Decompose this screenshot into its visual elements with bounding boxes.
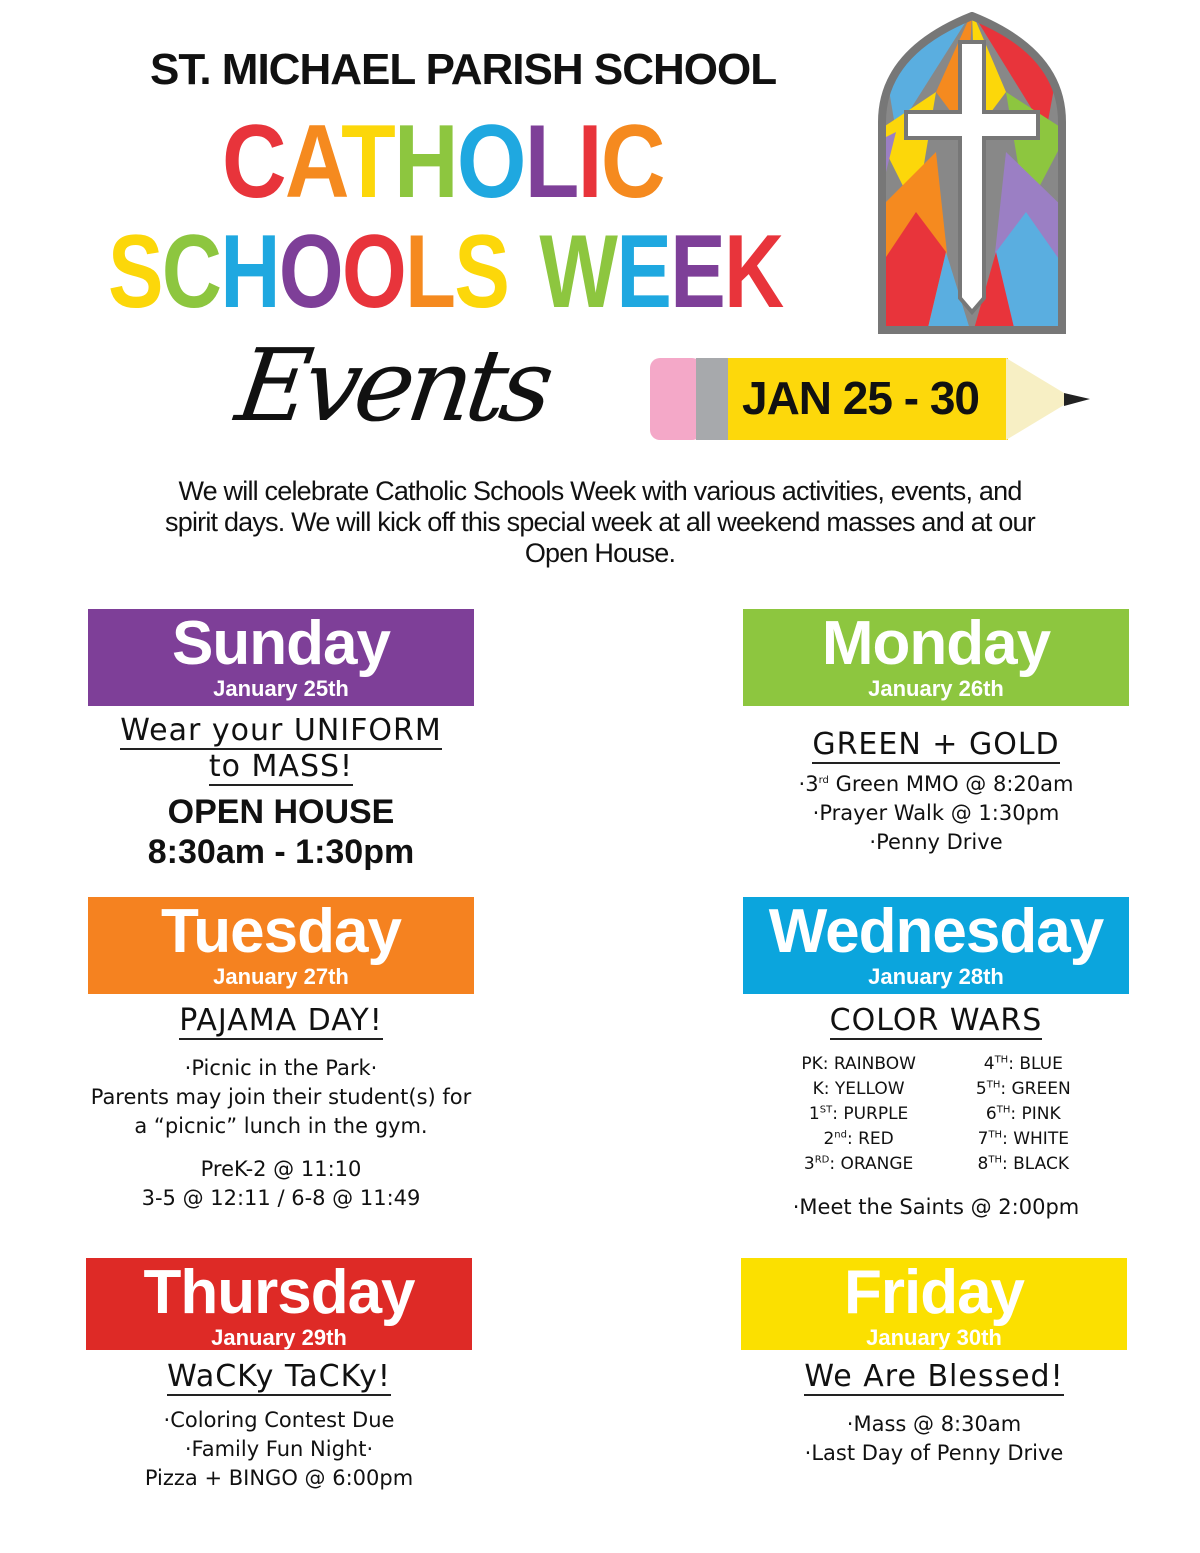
day-name: Wednesday	[768, 897, 1104, 966]
color-wars-row	[801, 1127, 916, 1152]
title-letter: H	[394, 104, 457, 220]
sunday-header	[88, 609, 474, 706]
title-letter: T	[341, 104, 395, 220]
color-wars-text: ST	[819, 1104, 833, 1116]
tuesday-title: PAJAMA DAY!	[179, 1003, 383, 1038]
color-wars-text: 1	[808, 1104, 820, 1124]
color-wars-text: : BLACK	[1002, 1154, 1070, 1174]
color-wars-row	[976, 1052, 1071, 1077]
title-letter: L	[405, 214, 455, 330]
tuesday-line-1: ·Picnic in the Park·	[184, 1056, 378, 1080]
title-letter: C	[161, 214, 221, 330]
wednesday-title: COLOR WARS	[829, 1003, 1043, 1038]
color-wars-text: : RED	[846, 1129, 894, 1149]
title-letter: L	[524, 104, 578, 220]
t: Green MMO @ 8:20am	[828, 772, 1074, 796]
color-wars-text: : YELLOW	[823, 1079, 905, 1099]
title-letter: S	[108, 214, 162, 330]
wednesday-header	[743, 897, 1129, 994]
color-wars-text: : RAINBOW	[822, 1054, 916, 1074]
color-wars-text: 3	[803, 1154, 815, 1174]
monday-title: GREEN + GOLD	[812, 727, 1060, 762]
day-date: January 28th	[868, 964, 1004, 989]
day-name: Sunday	[172, 609, 390, 678]
monday-line-3: ·Penny Drive	[869, 830, 1003, 854]
title-letter: O	[456, 104, 525, 220]
title-letter	[513, 214, 535, 330]
title-letter: K	[724, 214, 783, 330]
color-wars-row	[801, 1152, 916, 1177]
color-wars-row	[976, 1102, 1071, 1127]
color-wars-text: TH	[994, 1054, 1009, 1066]
tuesday-line-5: 3-5 @ 12:11 / 6-8 @ 11:49	[141, 1186, 421, 1210]
sunday-title-2: to MASS!	[208, 749, 354, 784]
color-wars-grid	[726, 1052, 1146, 1177]
color-wars-text: 2	[823, 1129, 835, 1149]
title-letter: H	[220, 214, 279, 330]
open-house-time: 8:30am - 1:30pm	[147, 833, 415, 871]
title-line-2	[108, 214, 783, 330]
color-wars-text: : PURPLE	[832, 1104, 909, 1124]
wednesday-line-1: ·Meet the Saints @ 2:00pm	[792, 1195, 1080, 1219]
monday-line-2: ·Prayer Walk @ 1:30pm	[812, 801, 1060, 825]
color-wars-text: : BLUE	[1008, 1054, 1063, 1074]
color-wars-row	[801, 1077, 916, 1102]
title-letter: I	[577, 104, 601, 220]
color-wars-row	[976, 1127, 1071, 1152]
color-wars-text: TH	[988, 1154, 1003, 1166]
day-date: January 25th	[213, 676, 349, 701]
color-wars-text: : ORANGE	[829, 1154, 914, 1174]
color-wars-text: RD	[814, 1154, 830, 1166]
tuesday-details	[71, 1004, 491, 1213]
title-letter: W	[539, 214, 617, 330]
color-wars-row	[801, 1052, 916, 1077]
day-name: Tuesday	[161, 897, 401, 966]
stained-glass-cross-icon	[876, 12, 1068, 336]
thursday-details	[69, 1360, 489, 1493]
thursday-line-1: ·Coloring Contest Due	[163, 1408, 395, 1432]
color-wars-text: 6	[985, 1104, 997, 1124]
color-wars-row	[976, 1152, 1071, 1177]
thursday-line-2: ·Family Fun Night·	[184, 1437, 374, 1461]
friday-line-2: ·Last Day of Penny Drive	[804, 1441, 1064, 1465]
title-letter: C	[222, 104, 285, 220]
color-wars-text: : PINK	[1010, 1104, 1061, 1124]
color-wars-text: TH	[996, 1104, 1011, 1116]
day-date: January 27th	[213, 964, 349, 989]
thursday-header	[86, 1258, 472, 1350]
thursday-title: WaCKy TaCKy!	[167, 1359, 391, 1394]
monday-line-1	[726, 770, 1146, 799]
color-wars-text: nd	[834, 1129, 847, 1141]
title-letter: A	[284, 104, 342, 220]
friday-title: We Are Blessed!	[804, 1359, 1064, 1394]
color-wars-text: 5	[975, 1079, 987, 1099]
color-wars-text: 8	[977, 1154, 989, 1174]
color-wars-right	[976, 1052, 1071, 1177]
day-name: Thursday	[143, 1258, 415, 1327]
tuesday-header	[88, 897, 474, 994]
date-range: JAN 25 - 30	[742, 372, 980, 424]
day-name: Friday	[843, 1258, 1025, 1327]
title-letter: O	[278, 214, 342, 330]
monday-details	[726, 728, 1146, 857]
title-letter: C	[600, 104, 664, 220]
color-wars-text: : GREEN	[1000, 1079, 1071, 1099]
day-date: January 29th	[211, 1325, 347, 1350]
open-house: OPEN HOUSE	[167, 793, 395, 831]
events-script-title: Events	[229, 327, 555, 444]
friday-details	[724, 1360, 1144, 1468]
monday-header	[743, 609, 1129, 706]
wednesday-details	[726, 1004, 1146, 1222]
tuesday-line-3: a “picnic” lunch in the gym.	[134, 1114, 428, 1138]
color-wars-text: TH	[988, 1129, 1003, 1141]
title-letter: E	[670, 214, 725, 330]
title-line-1	[222, 104, 664, 220]
color-wars-text: TH	[986, 1079, 1001, 1091]
day-name: Monday	[821, 609, 1051, 678]
school-name: ST. MICHAEL PARISH SCHOOL	[150, 45, 777, 94]
title-letter: E	[616, 214, 671, 330]
color-wars-text: : WHITE	[1002, 1129, 1069, 1149]
color-wars-row	[801, 1102, 916, 1127]
thursday-line-3: Pizza + BINGO @ 6:00pm	[144, 1466, 414, 1490]
title-letter: S	[454, 214, 509, 330]
t: rd	[818, 775, 829, 786]
sunday-details	[71, 714, 491, 872]
t: ·3	[798, 772, 819, 796]
color-wars-text: 7	[977, 1129, 989, 1149]
color-wars-text: K	[812, 1079, 824, 1099]
color-wars-text: PK	[801, 1054, 823, 1074]
tuesday-line-4: PreK-2 @ 11:10	[200, 1157, 362, 1181]
sunday-title-1: Wear your UNIFORM	[120, 713, 442, 748]
title-letter: O	[342, 214, 406, 330]
color-wars-left	[801, 1052, 916, 1177]
tuesday-line-2: Parents may join their student(s) for	[90, 1085, 472, 1109]
color-wars-row	[976, 1077, 1071, 1102]
color-wars-text: 4	[983, 1054, 995, 1074]
friday-header	[741, 1258, 1127, 1350]
friday-line-1: ·Mass @ 8:30am	[846, 1412, 1022, 1436]
day-date: January 30th	[866, 1325, 1002, 1350]
intro-text: We will celebrate Catholic Schools Week with various activities, events, and spirit days. We will kick off this special week at all weekend masses and at our Open House.	[165, 476, 1035, 568]
day-date: January 26th	[868, 676, 1004, 701]
